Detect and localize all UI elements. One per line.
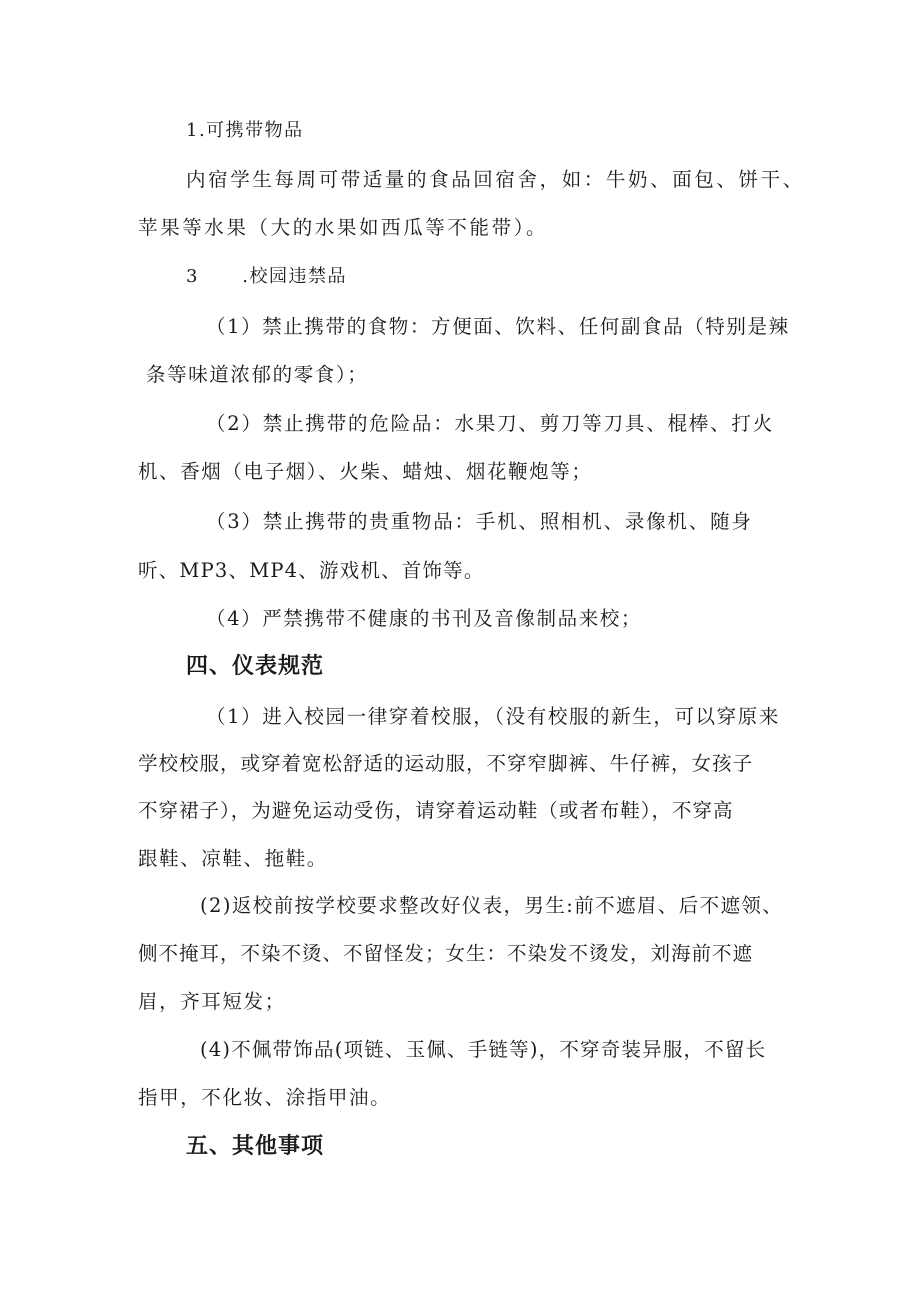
prohibited-danger-line-2: 机、香烟（电子烟）、火柴、蜡烛、烟花鞭炮等； (138, 460, 593, 483)
carry-paragraph-line-2: 苹果等水果（大的水果如西瓜等不能带）。 (138, 216, 549, 239)
appearance-uniform-line-2: 学校校服，或穿着宽松舒适的运动服，不穿窄脚裤、牛仔裤，女孩子 (138, 752, 754, 775)
section-heading-other-matters: 五、其他事项 (186, 1134, 325, 1159)
appearance-grooming-line-3: 眉，齐耳短发； (138, 990, 286, 1013)
prohibited-valuables-line-1: （3）禁止携带的贵重物品：手机、照相机、录像机、随身 (206, 510, 753, 533)
appearance-uniform-line-4: 跟鞋、凉鞋、拖鞋。 (138, 847, 328, 870)
item-prohibited-title: 3 .校园违禁品 (186, 266, 348, 287)
section-heading-appearance: 四、仪表规范 (186, 654, 325, 679)
carry-paragraph-line-1: 内宿学生每周可带适量的食品回宿舍，如：牛奶、面包、饼干、 (186, 168, 805, 191)
prohibited-valuables-line-2: 听、MP3、MP4、游戏机、首饰等。 (138, 559, 485, 582)
prohibited-food-line-1: （1）禁止携带的食物：方便面、饮料、任何副食品（特别是辣 (206, 315, 790, 338)
prohibited-food-line-2: 条等味道浓郁的零食）； (146, 363, 369, 386)
appearance-uniform-line-3: 不穿裙子），为避免运动受伤，请穿着运动鞋（或者布鞋），不穿高 (138, 799, 734, 822)
appearance-uniform-line-1: （1）进入校园一律穿着校服，（没有校服的新生，可以穿原来 (206, 705, 780, 728)
prohibited-media-line: （4）严禁携带不健康的书刊及音像制品来校； (206, 607, 643, 630)
prohibited-danger-line-1: （2）禁止携带的危险品：水果刀、剪刀等刀具、棍棒、打火 (206, 412, 775, 435)
item-carry-title: 1.可携带物品 (186, 120, 304, 141)
appearance-grooming-line-1: (2)返校前按学校要求整改好仪表，男生:前不遮眉、后不遮领、 (200, 894, 784, 917)
appearance-accessories-line-2: 指甲，不化妆、涂指甲油。 (138, 1086, 392, 1109)
appearance-accessories-line-1: (4)不佩带饰品(项链、玉佩、手链等)，不穿奇装异服，不留长 (200, 1038, 767, 1061)
appearance-grooming-line-2: 侧不掩耳，不染不烫、不留怪发；女生：不染发不烫发，刘海前不遮 (138, 942, 754, 965)
